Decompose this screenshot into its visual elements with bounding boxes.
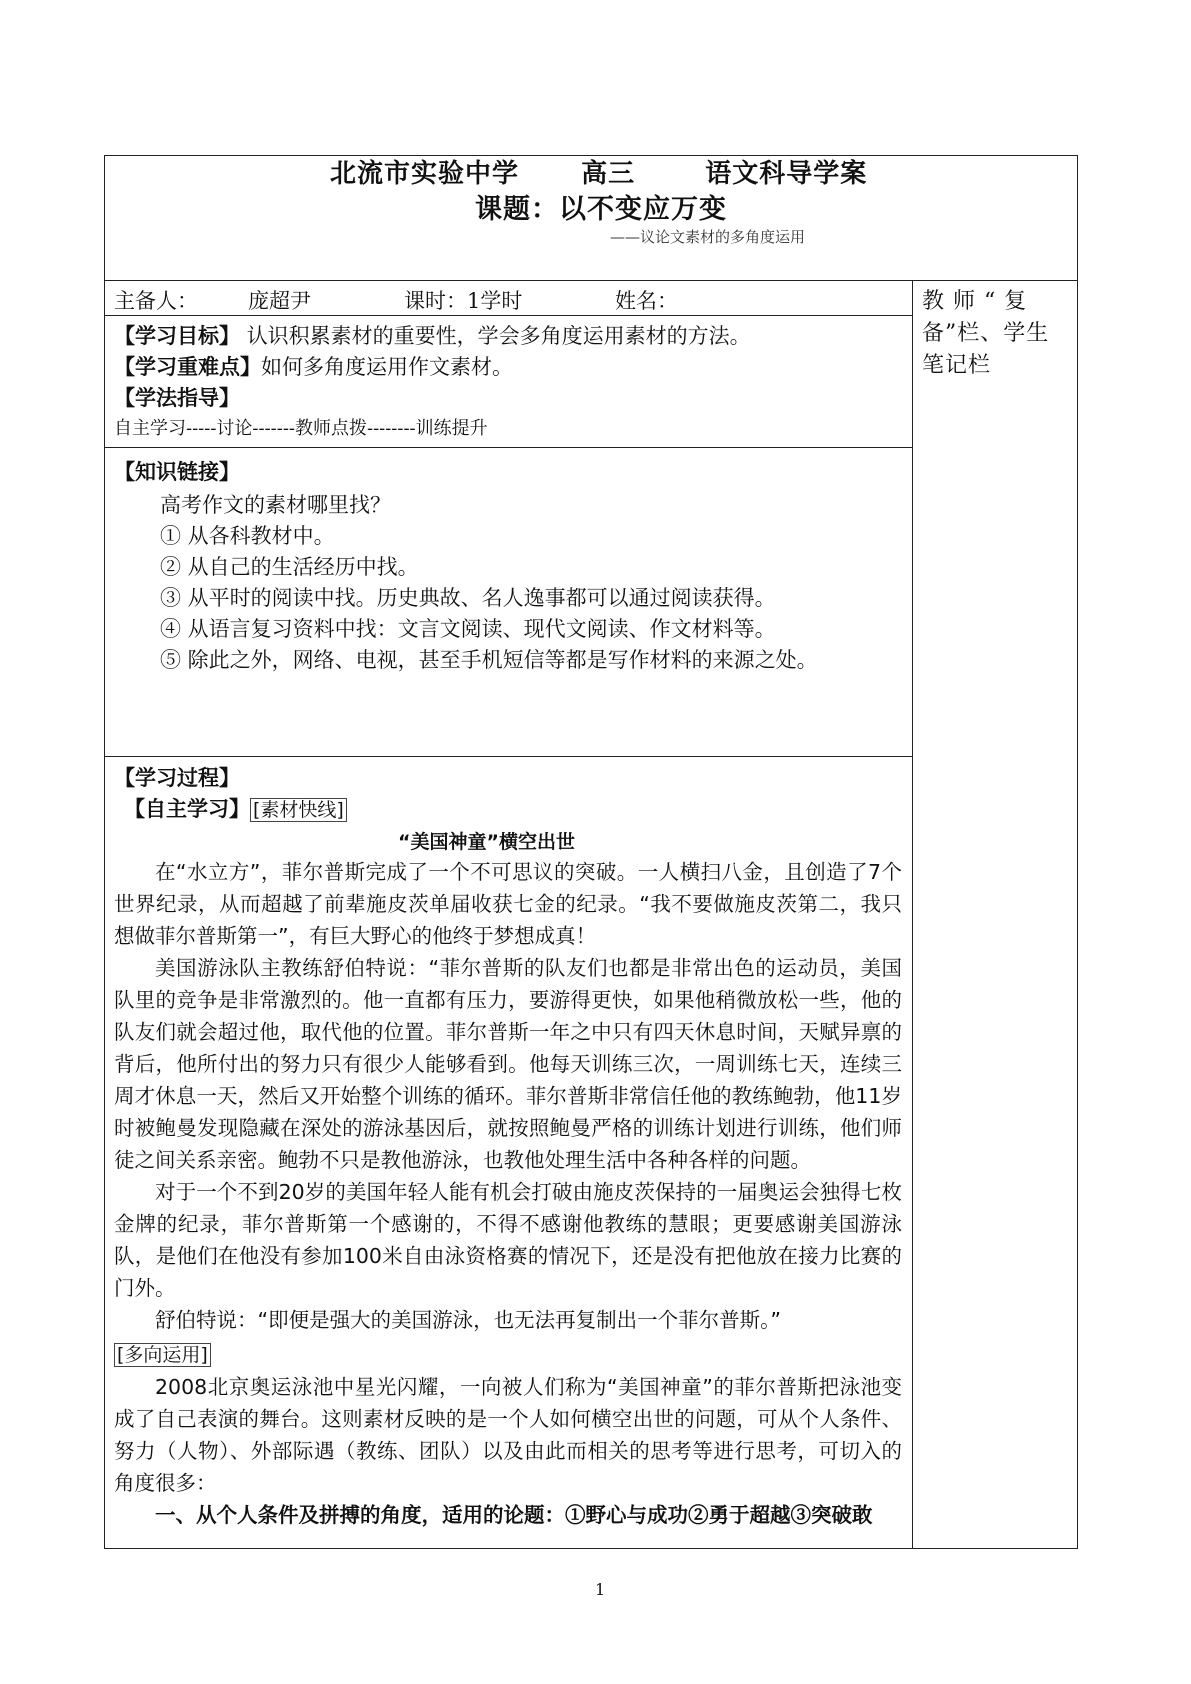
objective-text: 认识积累素材的重要性，学会多角度运用素材的方法。 bbox=[246, 324, 751, 348]
self-study-label: 【自主学习】 bbox=[124, 796, 250, 821]
article-paragraph: 在“水立方”，菲尔普斯完成了一个不可思议的突破。一人横扫八金，且创造了7个世界纪录，从而超越了前辈施皮茨单届收获七金的纪录。“我不要做施皮茨第二，我只想做菲尔普斯第一”，有巨大野心的他终于梦想成真！ bbox=[114, 860, 902, 948]
key-points-line bbox=[114, 351, 513, 381]
school-name: 北流市实验中学 bbox=[330, 159, 520, 189]
article-paragraph: 对于一个不到20岁的美国年轻人能有机会打破由施皮茨保持的一届奥运会独得七枚金牌的纪录，菲尔普斯第一个感谢的，不得不感谢他教练的慧眼；更要感谢美国游泳队，是他们在他没有参加100米自由泳资格赛的情况下，还是没有把他放在接力比赛的门外。 bbox=[114, 1180, 902, 1300]
knowledge-question: 高考作文的素材哪里找？ bbox=[160, 493, 391, 517]
self-study-line bbox=[124, 793, 347, 823]
class-period: 课时：1学时 bbox=[404, 289, 523, 313]
objective-line bbox=[114, 320, 751, 350]
header-title-line bbox=[330, 153, 867, 190]
key-points-text: 如何多角度运用作文素材。 bbox=[261, 355, 513, 379]
preparer-name: 庞超尹 bbox=[248, 289, 311, 313]
knowledge-item: ③ 从平时的阅读中找。历史典故、名人逸事都可以通过阅读获得。 bbox=[160, 586, 776, 610]
page-number: 1 bbox=[595, 1580, 606, 1599]
knowledge-label: 【知识链接】 bbox=[114, 459, 240, 484]
knowledge-divider bbox=[104, 756, 912, 757]
knowledge-item: ⑤ 除此之外，网络、电视，甚至手机短信等都是写作材料的来源之处。 bbox=[160, 648, 818, 672]
method-text: 自主学习-----讨论-------教师点拨--------训练提升 bbox=[114, 418, 488, 439]
method-label: 【学法指导】 bbox=[114, 385, 240, 410]
multi-use-tag: [多向运用] bbox=[114, 1343, 211, 1367]
side-column-divider bbox=[912, 280, 913, 1549]
topic-subtitle: ——议论文素材的多角度运用 bbox=[610, 228, 806, 246]
process-label: 【学习过程】 bbox=[114, 765, 240, 790]
objective-label: 【学习目标】 bbox=[114, 323, 240, 348]
material-tag: [素材快线] bbox=[250, 798, 347, 822]
knowledge-item: ④ 从语言复习资料中找：文言文阅读、现代文阅读、作文材料等。 bbox=[160, 617, 776, 641]
subject: 语文科导学案 bbox=[705, 159, 868, 189]
goals-divider bbox=[104, 447, 912, 448]
knowledge-item: ① 从各科教材中。 bbox=[160, 524, 335, 548]
article-body bbox=[114, 856, 902, 1531]
key-points-label: 【学习重难点】 bbox=[114, 354, 261, 379]
article-paragraph: 美国游泳队主教练舒伯特说：“菲尔普斯的队友们也都是非常出色的运动员，美国队里的竞争是非常激烈的。他一直都有压力，要游得更快，如果他稍微放松一些，他的队友们就会超过他，取代他的位置。菲尔普斯一年之中只有四天休息时间，天赋异禀的背后，他所付出的努力只有很少人能够看到。他每天训练三次，一周训练七天，连续三周才休息一天，然后又开始整个训练的循环。菲尔普斯非常信任他的教练鲍勃，他11岁时被鲍曼发现隐藏在深处的游泳基因后，就按照鲍曼严格的训练计划进行训练，他们师徒之间关系亲密。鲍勃不只是教他游泳，也教他处理生活中各种各样的问题。 bbox=[114, 956, 902, 1172]
side-note-line-1: 教 师 “ 复 bbox=[922, 289, 1028, 314]
info-row-divider bbox=[104, 315, 912, 316]
grade: 高三 bbox=[581, 159, 636, 189]
topic-title: 课题：以不变应万变 bbox=[475, 194, 727, 225]
multi-use-paragraph: 2008北京奥运泳池中星光闪耀，一向被人们称为“美国神童”的菲尔普斯把泳池变成了自己表演的舞台。这则素材反映的是一个人如何横空出世的问题，可从个人条件、努力（人物）、外部际遇（教练、团队）以及由此而相关的思考等进行思考，可切入的角度很多： bbox=[114, 1375, 902, 1495]
side-note-line-3: 笔记栏 bbox=[922, 353, 992, 378]
article-paragraph: 舒伯特说：“即便是强大的美国游泳，也无法再复制出一个菲尔普斯。” bbox=[155, 1308, 781, 1332]
angle-one-line: 一、从个人条件及拼搏的角度，适用的论题：①野心与成功②勇于超越③突破敢 bbox=[155, 1503, 873, 1527]
preparer-label: 主备人： bbox=[114, 289, 198, 313]
knowledge-item: ② 从自己的生活经历中找。 bbox=[160, 555, 419, 579]
student-name-label: 姓名： bbox=[615, 289, 678, 313]
article-title: “美国神童”横空出世 bbox=[398, 831, 575, 853]
side-note-line-2: 备”栏、学生 bbox=[922, 321, 1050, 346]
